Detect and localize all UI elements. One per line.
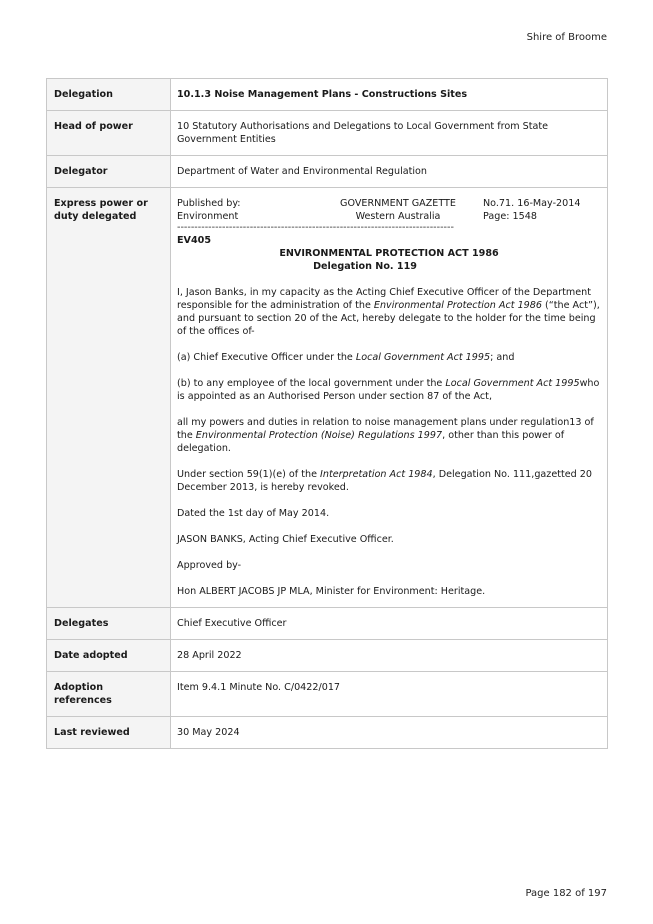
row-head-of-power	[47, 111, 608, 156]
gazette-page: Page: 1548	[483, 211, 537, 222]
paragraph-minister: Hon ALBERT JACOBS JP MLA, Minister for Environment: Heritage.	[177, 586, 486, 597]
row-delegates	[47, 608, 608, 640]
head-of-power-label: Head of power	[47, 111, 171, 156]
gazette-published-label: Published by:	[177, 198, 241, 209]
delegation-title: 10.1.3 Noise Management Plans - Constructions Sites	[177, 89, 468, 100]
gazette-number: No.71. 16-May-2014	[483, 198, 581, 209]
notice-code: EV405	[177, 235, 212, 246]
last-reviewed-label: Last reviewed	[47, 717, 171, 749]
act-title: ENVIRONMENTAL PROTECTION ACT 1986	[279, 248, 499, 259]
gazette-subtitle: Western Australia	[355, 211, 441, 222]
express-power-label: Express power or duty delegated	[47, 188, 171, 608]
row-date-adopted	[47, 640, 608, 672]
gazette-header	[177, 197, 601, 223]
paragraph-dated: Dated the 1st day of May 2014.	[177, 508, 330, 519]
delegator-label: Delegator	[47, 156, 171, 188]
paragraph-4: all my powers and duties in relation to noise management plans under regulation13 of the Environmental Protection (Noise) Regulations 1997, other than this power of delegation.	[177, 417, 594, 454]
date-adopted-value: 28 April 2022	[171, 640, 608, 672]
head-of-power-value: 10 Statutory Authorisations and Delegations to Local Government from State Government Entities	[171, 111, 608, 156]
paragraph-3: (b) to any employee of the local government under the Local Government Act 1995who is appointed as an Authorised Person under section 87 of the Act,	[177, 378, 600, 402]
gazette-published-value: Environment	[177, 211, 239, 222]
gazette-title: GOVERNMENT GAZETTE	[340, 198, 456, 209]
paragraph-signatory: JASON BANKS, Acting Chief Executive Officer.	[177, 534, 394, 545]
row-adoption-references	[47, 672, 608, 717]
delegates-value: Chief Executive Officer	[171, 608, 608, 640]
row-delegation	[47, 79, 608, 111]
adoption-references-label: Adoption references	[47, 672, 171, 717]
paragraph-5: Under section 59(1)(e) of the Interpretation Act 1984, Delegation No. 111,gazetted 20 December 2013, is hereby revoked.	[177, 469, 592, 493]
paragraph-2: (a) Chief Executive Officer under the Local Government Act 1995; and	[177, 352, 515, 363]
delegation-value	[171, 79, 608, 111]
gazette-divider: --------------------------------------------------------------------------------	[177, 224, 454, 232]
adoption-references-value: Item 9.4.1 Minute No. C/0422/017	[171, 672, 608, 717]
row-delegator	[47, 156, 608, 188]
date-adopted-label: Date adopted	[47, 640, 171, 672]
paragraph-1: I, Jason Banks, in my capacity as the Acting Chief Executive Officer of the Department responsible for the administration of the Environmental Protection Act 1986 (“the Act”), and pursuant to section 20 of the Act, hereby delegate to the holder for the time being of the offices of-	[177, 287, 600, 337]
delegation-table	[46, 78, 608, 749]
express-power-value	[171, 188, 608, 608]
page-header-org: Shire of Broome	[526, 32, 607, 43]
delegates-label: Delegates	[47, 608, 171, 640]
delegation-number: Delegation No. 119	[313, 261, 417, 272]
row-express-power	[47, 188, 608, 608]
page-number: Page 182 of 197	[525, 888, 607, 899]
delegator-value: Department of Water and Environmental Regulation	[171, 156, 608, 188]
row-last-reviewed	[47, 717, 608, 749]
paragraph-approved: Approved by-	[177, 560, 242, 571]
last-reviewed-value: 30 May 2024	[171, 717, 608, 749]
delegation-label: Delegation	[47, 79, 171, 111]
